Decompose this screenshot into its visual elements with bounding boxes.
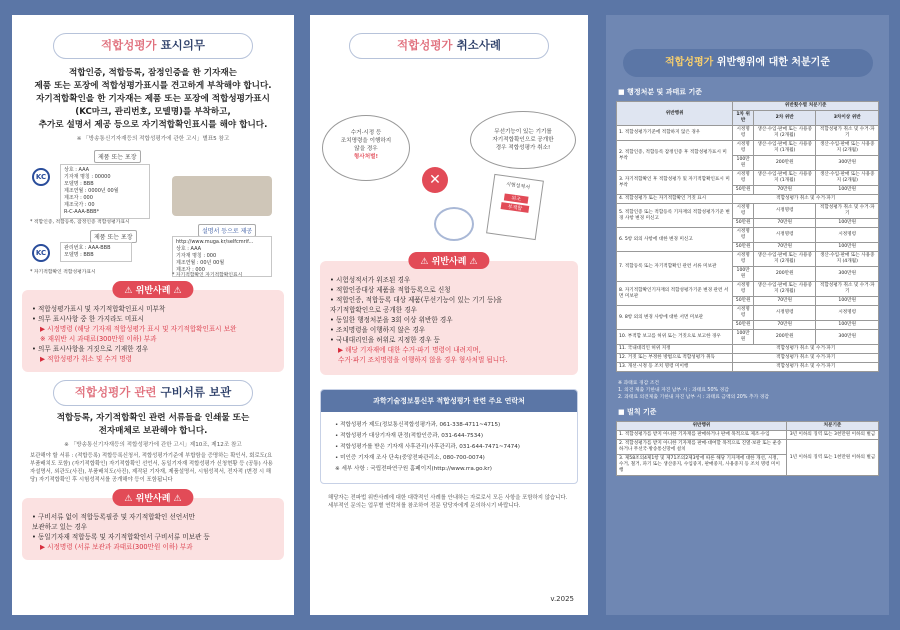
mascot-face-icon [434,207,474,241]
appliances-image [172,176,272,216]
contact-box: 과학기술정보통신부 적합성평가 관련 주요 연락처 • 적합성평가 제도(정보통신적합성평가과, 061-338-4711~4715) • 적합성평가 대상기자재 판정(적합인증과, 031-644-7534) • 적합성평가를 받은 기자재 사후관리(사후관리과, 031-644-7471~7474) • 미인증 기자재 조사 단속(중앙전파관리소, 080-700-0074) ※ 세부 사항 : 국립전파연구원 홈페이지(http://www.rra.go.kr) [320,389,578,484]
label-product-pack-2: 제품 또는 포장 [90,230,137,243]
caption-2: * 자기적합확인 적합성평가표시 [30,270,96,275]
violation-box-2: ⚠ 위반사례 ⚠ • 구비서류 없이 적합등록필증 및 자기적합확인 선언서만 보관하고 있는 경우 • 동일기자재 적합등록 및 자기적합확인서 구비서류 미보관 등 ▶ 시정명령 (서류 보관과 과태료(300만원 이하) 부과 [22,498,284,560]
table-row: 6. 5항 외의 사항에 대한 변경 미신고 시정명령 시정명령 시정명령 [617,228,879,243]
documents-list: 보관해야 할 서류 : (적합등록) 적합등록신청서, 적합성평가기준에 부합함을 증명하는 확인서, 회로도(요 부품배치도 포함) (자기적합확인) 자기적합확인 선언서, 동일기자재 적합성평가 신청현황 등 (공통) 사용자설명서, 외관도(사진), 부품배치도(사진), 제작된 기자재, 제품설명서, 시험성적서, 전자적 (변경 시 해당) 자기적합확인 후 시험성적서를 공개해야 등이 포함됩니다 [30,453,273,483]
table-row: 2. 적합성평가를 받지 아니한 기자재를 판매·대여할 목적으로 진열·보관 또는 운송하거나 무선국·방송통신망에 설치 1년 이하의 징역 또는 1천만원 이하의 벌금 [617,440,879,455]
label-product-pack: 제품 또는 포장 [94,150,141,163]
table-row: 1. 적합성평가를 받지 아니한 기자재를 판매하거나 판매 목적으로 제조·수입 3년 이하의 징역 또는 3천만원 이하의 벌금 [617,431,879,440]
table-row-fine: 100만원 200만원 300만원 [617,156,879,171]
table-row: 11. 국내대리인 허위 지정 적합성평가 취소 및 수거·파기 [617,345,879,354]
panel-display-obligation [12,15,294,615]
section-pill-cancel: 적합성평가 취소사례 [349,33,549,59]
section-penalty: ■ 벌칙 기준 [618,408,657,416]
footer-note: 해당자는 전파법 위반사례에 대한 대략적인 사례를 안내하는 자료로서 모든 사항을 포함하지 않습니다. 세부적인 문의는 업무별 연락처를 참조하여 전문 담당자에게 문의하시기 바랍니다. [328,495,568,509]
table-row: 4. 적합성평가 또는 자기적합확인 거짓 표시 적합성평가 취소 및 수거·파기 [617,195,879,204]
speech-bubble-2: 무선기능이 있는 기기를 자기적합확인으로 공개한 경우 적합성평가 취소! [470,111,576,169]
test-report-doc: 시험성적서 위조 부적합 [486,174,544,240]
panel-title: 적합성평가 위반행위에 대한 처분기준 [623,49,873,77]
violation-box-3: ⚠ 위반사례 ⚠ • 시험성적서가 위조된 경우 • 적합인증대상 제품을 적합등록으로 신청 • 적합인증, 적합등록 대상 제품(무선기능이 있는 기기 등)을 자기적합확인으로 공개한 경우 • 동일한 행정처분을 3회 이상 위반한 경우 • 조치명령을 이행하지 않은 경우 • 국내대리인을 허위로 지정한 경우 등 ▶ 해당 기자재에 대한 수거·파기 명령이 내려지며, 수거·파기 조치명령을 이행하지 않을 경우 형사처벌 됩니다. [320,261,578,375]
panel-penalty-criteria [606,15,889,615]
penalty-table: 위반행위 위반횟수별 처분기준 1차 위반 2차 위반 3차이상 위반 1. 적합성평가기준에 적합하지 않은 경우 시정명령 생산·수입·판매 또는 사용중지 (2개월) 적합성평가 취소 및 수거·파기 2. 적합인증, 적합등록 잠정인증 후 적합성평가표시 미부착 시정명령 생산·수입·판매 또는 사용중지 (1개월) 생산·수입·판매 또는 사용중지 (2개월) 100만원 200만원 300만원 3. 자기적합확인 후 적합성평가 및 자기적합확인표시 미부착 시정명령 생산·수입·판매 또는 사용중지 (1개월) 생산·수입·판매 또는 사용중지 (2개월) 50만원 70만원 100만원 4. 적합성평가 또는 자기적합확인 거짓 표시 적합성평가 취소 및 수거·파기 5. 적합인증 또는 적합등록 기자재의 적합성평가기준 변경 사항 변경 미신고 시정명령 시정명령 적합성평가 취소 및 수거·파기 50만원 70만원 100만원 6. 5항 외의 사항에 대한 변경 미신고 시정명령 시정명령 시정명령 50만원 70만원 100만원 7. 적합등록 또는 자기적합확인 관련 서류 미보관 시정명령 생산·수입·판매 또는 사용중지 (2개월) 생산·수입·판매 또는 사용중지 (4개월) 100만원 200만원 300만원 8. 자기적합확인기자재의 적합성평가기준 변경 관련 서면 미보관 시정명령 생산·수입·판매 또는 사용중지 (2개월) 적합성평가 취소 및 수거·파기 50만원 70만원 100만원 9. 8항 외의 변경 사항에 대한 서면 미보관 시정명령 시정명령 시정명령 50만원 70만원 100만원 10. 부적합 보고를 허위 또는 거짓으로 보고한 경우 100만원 200만원 300만원 11. 국내대리인 허위 지정 적합성평가 취소 및 수거·파기 12. 거짓 또는 부정한 방법으로 적합성평가 취득 적합성평가 취소 및 수거·파기 13. 개선·시정 등 조치 명령 미이행 적합성평가 취소 및 수거·파기 [616,101,879,372]
caption-1: * 적합인증, 적합등록, 잠정인증 적합성평가표시 [30,220,130,225]
table-row: 5. 적합인증 또는 적합등록 기자재의 적합성평가기준 변경 사항 변경 미신고 시정명령 시정명령 적합성평가 취소 및 수거·파기 [617,204,879,219]
kc-mark-icon: KC [32,244,50,262]
table-row: 10. 부적합 보고를 허위 또는 거짓으로 보고한 경우 100만원 200만원 300만원 [617,330,879,345]
violation-box-1: ⚠ 위반사례 ⚠ • 적합성평가표시 및 자기적합확인표시 미부착 • 의무 표시사항 중 한 가지라도 미표시 ▶ 시정명령 (해당 기자재 적합성평가 표시 및 자기적합확인표시 보완 ※ 재위반 시 과태료(300만원 이하) 부과 • 의무 표시사항을 거짓으로 기재한 경우 ▶ 적합성평가 취소 및 수거 명령 [22,290,284,372]
table-row: 1. 적합성평가기준에 적합하지 않은 경우 시정명령 생산·수입·판매 또는 사용중지 (2개월) 적합성평가 취소 및 수거·파기 [617,126,879,141]
version-label: v.2025 [550,595,574,603]
label-illustration [22,150,284,278]
kc-mark-icon: KC [32,168,50,186]
violation-badge: ⚠ 위반사례 ⚠ [408,252,489,269]
reduction-notes: ※ 과태료 경감 조건 1. 의견 제출 기한내 자진 납부 시 : 과태료 50% 경감 2. 과태료 의견제출 기한내 자진 납부 시 : 과태료 금액의 20% 추가 경감 [618,381,769,400]
label-card-3: http://www.muga.kr/selfcmrif... 상호 : AAA 기자재 명칭 : 000 제조연월 : 00년 00월 제조자 : 000 [172,236,272,277]
table-row: 3. 자기적합확인 후 적합성평가 및 자기적합확인표시 미부착 시정명령 생산·수입·판매 또는 사용중지 (1개월) 생산·수입·판매 또는 사용중지 (2개월) [617,171,879,186]
reference-note: ※ 「방송통신기자재등의 적합성평가에 관한 고시」별표5 참고 [76,136,230,142]
speech-bubble-1: 수거·시정 등 조치명령을 이행하지 않을 경우 형사처벌! [322,115,410,181]
table-row-fine: 50만원 70만원 100만원 [617,219,879,228]
label-card-1: 상호 : AAA 기자재 명칭 : 00000 모델명 : BBB 제조연월 : 0000년 00월 제조자 : 000 제조국가 : 00 R-C-AAA-BBB* [60,164,150,219]
violation-badge: ⚠ 위반사례 ⚠ [112,489,193,506]
intro-text-2: 적합등록, 자기적합확인 관련 서류들을 인쇄물 또는 전자매체로 보관해야 합니다. [56,413,250,436]
contact-title: 과학기술정보통신부 적합성평가 관련 주요 연락처 [321,390,577,412]
table-row: 3. 제58조의4제1항 및 제71조의2제3항에 따른 해당 기자재에 대한 개선, 시정, 수거, 철거, 파기 또는 생산중지, 수입중지, 판매중지, 사용중지 등 조치 명령 미이행 [617,455,879,476]
reference-note-2: ※ 「방송통신기자재등의 적합성평가에 관한 고시」제10조, 제12조 참고 [64,442,242,448]
label-manual: 설명서 등으로 제공 [198,224,256,237]
section-pill-documents: 적합성평가 관련 구비서류 보관 [53,380,253,406]
table-row: 13. 개선·시정 등 조치 명령 미이행 적합성평가 취소 및 수거·파기 [617,363,879,372]
caption-3: * 자기적합확인 자기적합확인표시 [172,273,243,278]
table-row-fine: 50만원 70만원 100만원 [617,321,879,330]
table-row-fine: 50만원 70만원 100만원 [617,243,879,252]
x-icon: ✕ [422,167,448,193]
criminal-penalty-table: 위반행위 처분기준 1. 적합성평가를 받지 아니한 기자재를 판매하거나 판매 목적으로 제조·수입 3년 이하의 징역 또는 3천만원 이하의 벌금 2. 적합성평가를 받지 아니한 기자재를 판매·대여할 목적으로 진열·보관 또는 운송하거나 무선국·방송통신망에 설치 1년 이하의 징역 또는 1천만원 이하의 벌금 3. 제58조의4제1항 및 제71조의2제3항에 따른 해당 기자재에 대한 개선, 시정, 수거, 철거, 파기 또는 생산중지, 수입중지, 판매중지, 사용중지 등 조치 명령 미이행 [616,421,879,476]
intro-text: 적합인증, 적합등록, 잠정인증을 한 기자재는 제품 또는 포장에 적합성평가표시를 견고하게 부착해야 합니다. 자기적합확인을 한 기자재는 제품 또는 포장에 적합성평가표시 (KC마크, 관리번호, 모델명)를 부착하고, 추가로 설명서 제공 등으로 자기적합확인표시를 해야 합니다. [34,68,272,130]
table-row-fine: 100만원 200만원 300만원 [617,267,879,282]
label-card-2: 관리번호 : AAA-BBB 모델명 : BBB [60,242,132,262]
table-row-fine: 50만원 70만원 100만원 [617,186,879,195]
table-row: 12. 거짓 또는 부정한 방법으로 적합성평가 취득 적합성평가 취소 및 수거·파기 [617,354,879,363]
table-row: 7. 적합등록 또는 자기적합확인 관련 서류 미보관 시정명령 생산·수입·판매 또는 사용중지 (2개월) 생산·수입·판매 또는 사용중지 (4개월) [617,252,879,267]
table-row: 8. 자기적합확인기자재의 적합성평가기준 변경 관련 서면 미보관 시정명령 생산·수입·판매 또는 사용중지 (2개월) 적합성평가 취소 및 수거·파기 [617,282,879,297]
section-admin-penalty: ■ 행정처분 및 과태료 기준 [618,88,702,96]
violation-badge: ⚠ 위반사례 ⚠ [112,281,193,298]
table-row: 2. 적합인증, 적합등록 잠정인증 후 적합성평가표시 미부착 시정명령 생산·수입·판매 또는 사용중지 (1개월) 생산·수입·판매 또는 사용중지 (2개월) [617,141,879,156]
section-pill-display: 적합성평가 표시의무 [53,33,253,59]
table-row-fine: 50만원 70만원 100만원 [617,297,879,306]
panel-cancellation [310,15,588,615]
cancel-illustration [310,59,588,249]
table-row: 9. 8항 외의 변경 사항에 대한 서면 미보관 시정명령 시정명령 시정명령 [617,306,879,321]
